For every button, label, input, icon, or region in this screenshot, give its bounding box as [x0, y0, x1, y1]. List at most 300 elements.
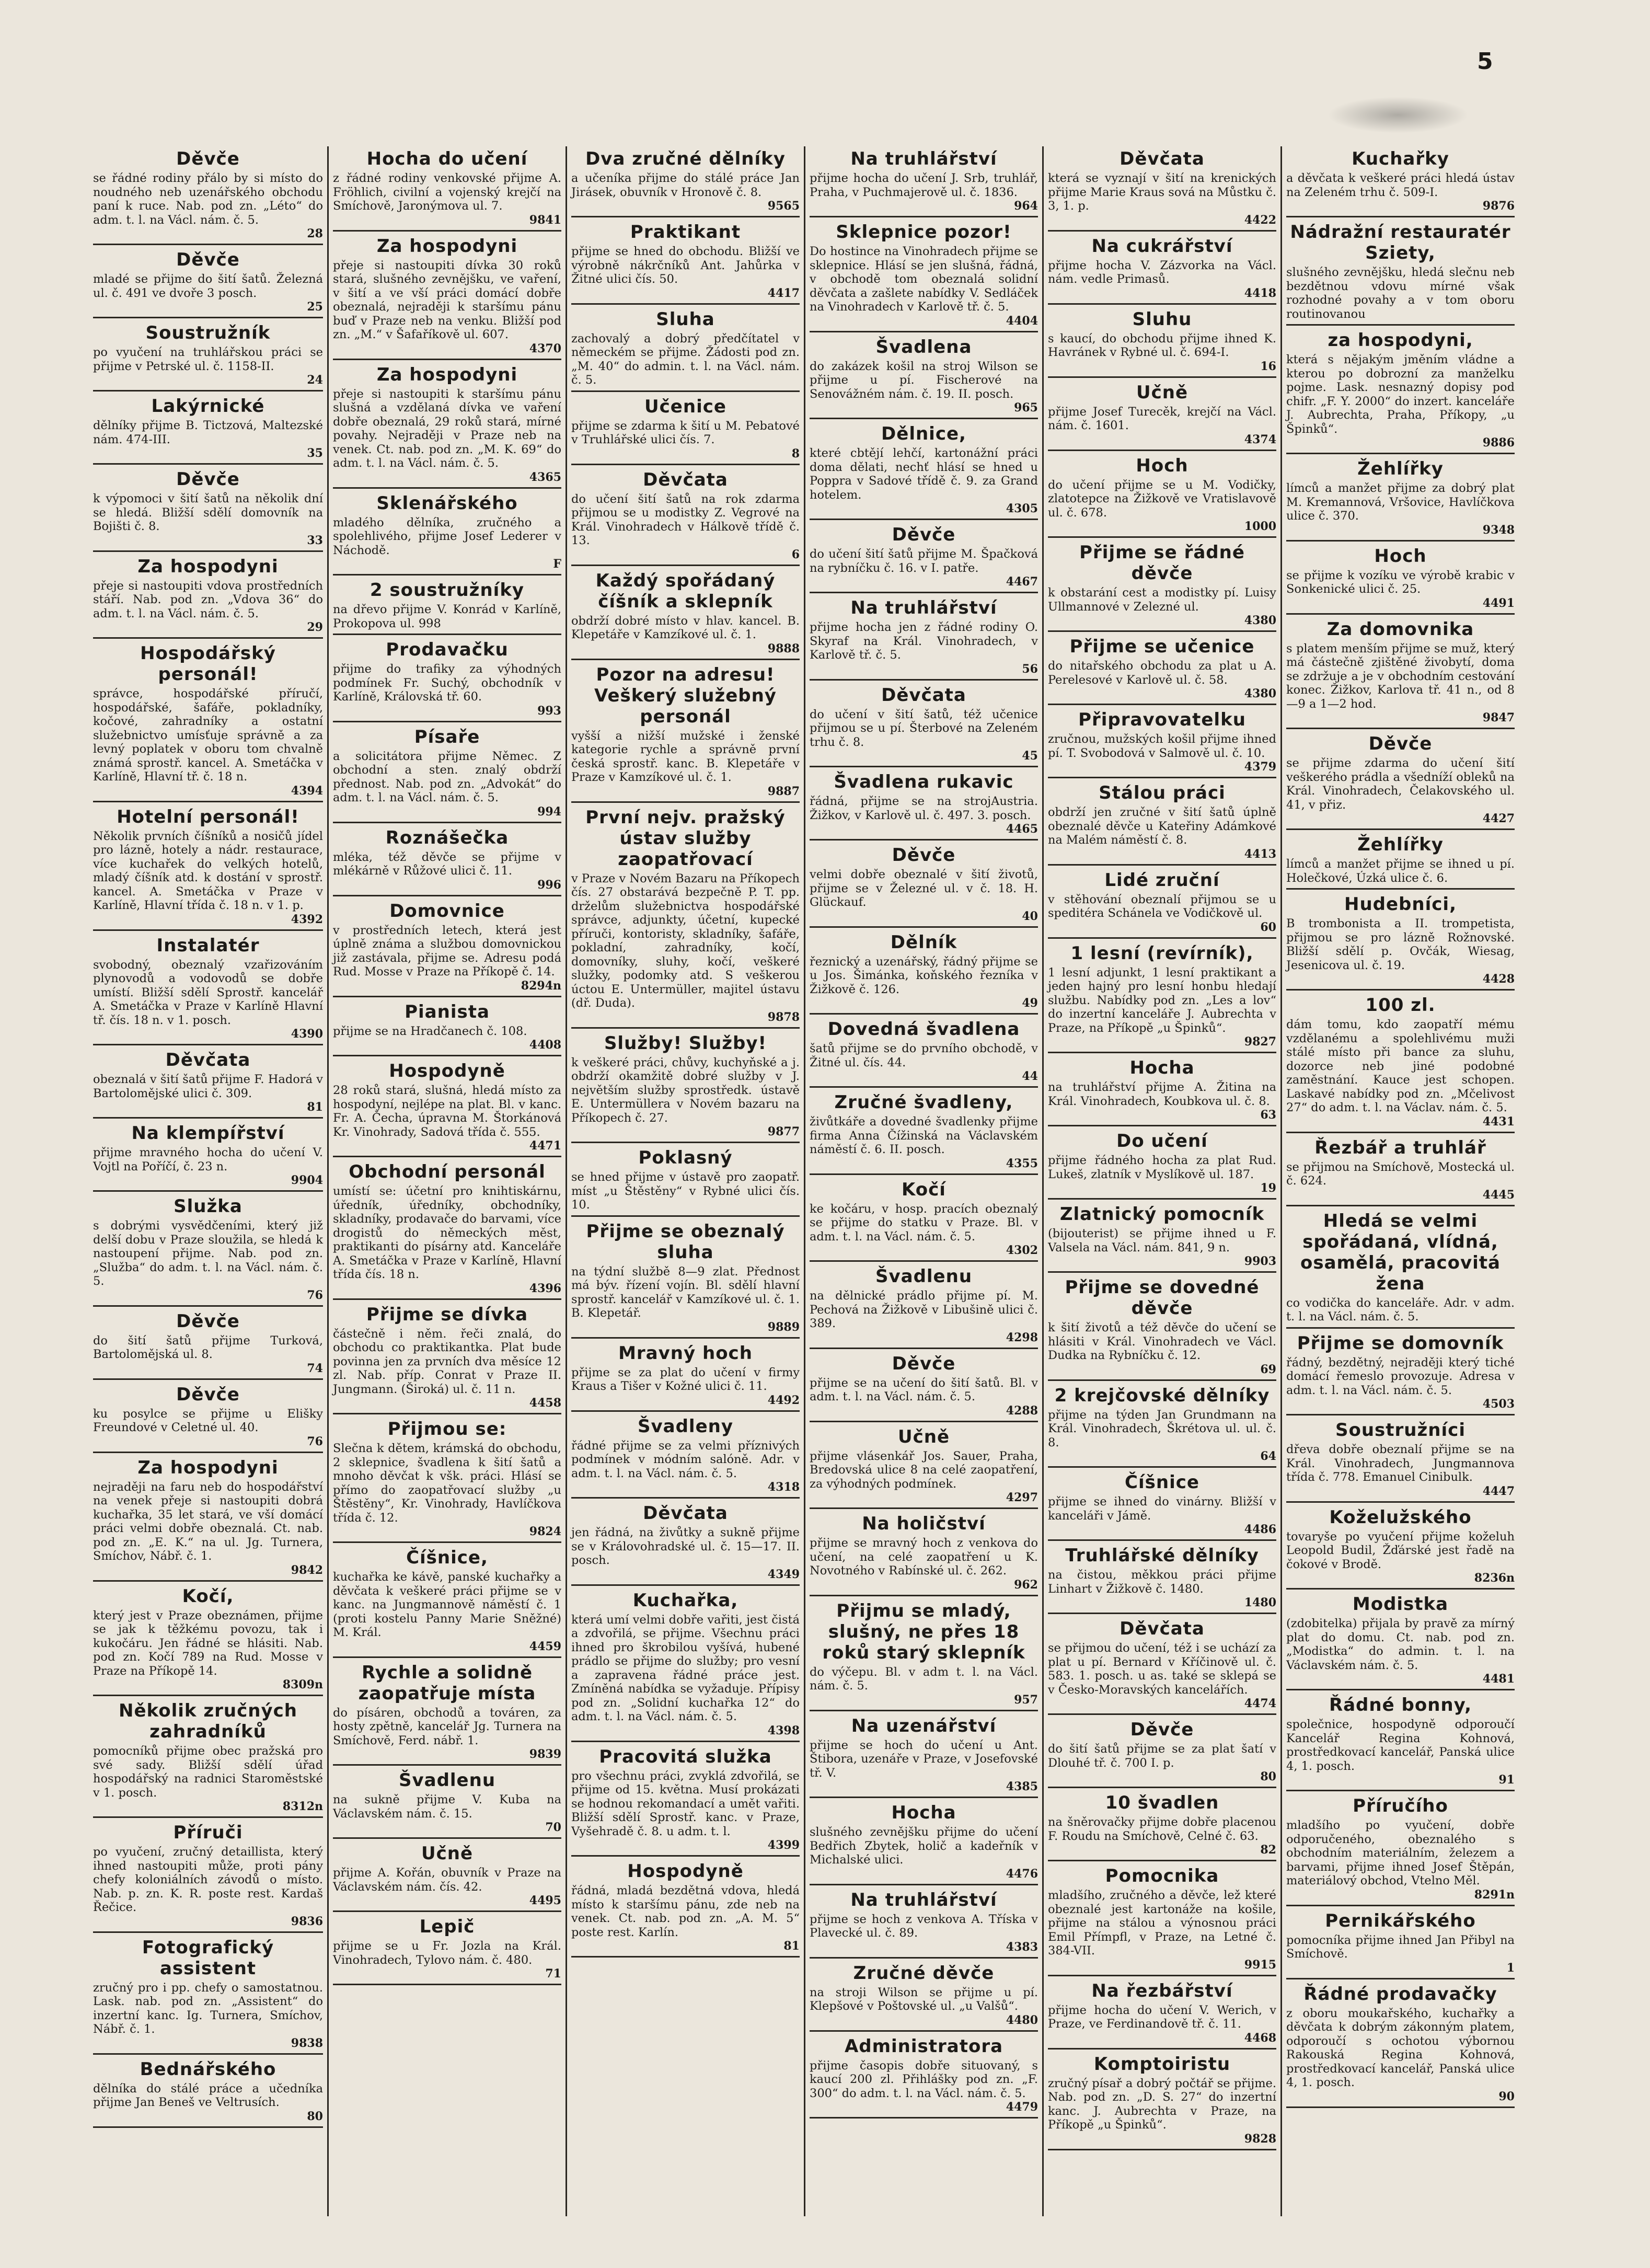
classified-ad — [810, 1351, 1038, 1422]
ad-text: zachovalý a dobrý předčítatel v německém se přijme. Žádosti pod zn. „M. 40“ do admin. t. l. na Václ. nám. č. 5. — [571, 331, 800, 387]
classified-ad — [333, 1768, 561, 1839]
classified-ad — [571, 1414, 800, 1499]
ad-heading: Přijme se dívka — [366, 1304, 528, 1325]
ad-text: v stěhování obeznalí přijmou se u speditéra Schánela ve Vodičkově ul. — [1048, 892, 1276, 920]
classified-ad — [1286, 993, 1515, 1133]
ad-heading: Písaře — [414, 726, 480, 747]
classified-ad — [93, 1194, 323, 1307]
ad-heading: Přijmou se: — [387, 1419, 507, 1440]
ad-text: přijme se hoch z venkova A. Tříska v Plavecké ul. č. 89. — [810, 1912, 1038, 1940]
classified-ad — [93, 554, 323, 639]
classified-ad — [333, 234, 561, 360]
ad-text: a učeníka přijme do stálé práce Jan Jirásek, obuvník v Hronově č. 8. — [571, 171, 800, 199]
ad-text: tovaryše po vyučení přijme koželuh Leopold Budil, Žďárské jest řadě na čokové v Brodě. — [1286, 1529, 1515, 1571]
ad-heading: Sklepnice pozor! — [836, 222, 1012, 243]
classified-ad — [333, 1660, 561, 1766]
ad-heading: Na truhlářství — [850, 148, 997, 169]
ad-heading: Příručího — [1353, 1795, 1448, 1816]
ad-text: dřeva dobře obeznalí přijme se na Král. Vinohradech, Jungmannova třída č. 778. Emanuel Cinibulk. — [1286, 1443, 1515, 1484]
classified-ad — [810, 1961, 1038, 2032]
classified-ad — [1286, 832, 1515, 890]
ad-text: která s nějakým jměním vládne a kterou po dobrozní za manželku pojme. Lask. nesnazný dopisy pod chifr. „F. Y. 2000“ do inzert. kanceláře J. Aubrechta, Praha, Příkopy, „u Špinků“. — [1286, 353, 1515, 436]
ad-number: 9878 — [767, 1010, 800, 1024]
ad-heading: Hocha — [891, 1802, 956, 1823]
ad-text: na šněrovačky přijme dobře placenou F. Roudu na Smíchově, Celné č. 63. — [1048, 1815, 1276, 1843]
ad-number: 8294n — [521, 978, 561, 993]
classified-ad — [333, 1058, 561, 1157]
classified-ad — [810, 1511, 1038, 1596]
ad-heading: Švadlena rukavic — [834, 772, 1014, 792]
classified-ad — [93, 1121, 323, 1192]
classified-ad — [93, 320, 323, 392]
ad-text: límců a manžet přijme se ihned u pí. Holečkové, Úzká ulice č. 6. — [1286, 857, 1515, 885]
ad-number: 996 — [537, 878, 561, 892]
ad-number: 4297 — [1006, 1491, 1038, 1504]
ad-number: 4492 — [767, 1393, 800, 1407]
classified-ad — [1048, 634, 1276, 705]
ad-heading: Koželužského — [1329, 1506, 1472, 1528]
ad-text: do učení šití šatů přijme M. Špačková na rybníčku č. 16. v I. patře. — [810, 547, 1038, 575]
ad-text: mladšího, zručného a děvče, lež které obeznalé jest kartonáže na košile, přijme na stálou a výnosnou práci Emil Přímpfl, v Praze, na Letné č. 384-VII. — [1048, 1889, 1276, 1958]
ad-text: 1 lesní adjunkt, 1 lesní praktikant a jeden hajný pro lesní honbu hledají službu. Nabídky pod zn. „Les a lov“ do inzertní kanceláře J. Aubrechta v Praze, na Příkopě „u Špinků“. — [1048, 965, 1276, 1035]
ad-text: s kaucí, do obchodu přijme ihned K. Havránek v Rybné ul. č. 694-I. — [1048, 331, 1276, 359]
ad-heading: Na truhlářství — [850, 597, 997, 618]
ad-number: 76 — [307, 1434, 323, 1448]
classified-ad — [1286, 1793, 1515, 1906]
ad-text: límců a manžet přijme za dobrý plat M. Kremannová, Vršovice, Havlíčkova ulice č. 370. — [1286, 481, 1515, 523]
ad-number: 9915 — [1244, 1958, 1276, 1972]
ad-number: 4481 — [1482, 1672, 1515, 1686]
ad-number: 4471 — [529, 1139, 561, 1153]
ad-heading: Děvčata — [643, 469, 728, 490]
ad-text: přeje si nastoupiti k staršímu pánu slušná a vzdělaná dívka ve vaření dobře obeznalá, 29 roků stará, mírné povahy. Nejraději v Praze neb na venek. Ct. nab. pod zn. „M. K. 69“ do adm. t. l. na Václ. nám. č. 5. — [333, 387, 561, 470]
ad-text: se přijmou do učení, též i se uchází za plat u pí. Bernard v Kříčinově ul. č. 583. 1. posch. u as. také se sklepá se v Česko-Moravských kancelářích. — [1048, 1641, 1276, 1697]
ad-number: 9839 — [529, 1747, 561, 1761]
classified-ad — [1048, 1863, 1276, 1976]
ad-text: zručný pro i pp. chefy o samostatnou. Lask. nab. pod zn. „Assistent“ do inzertní kanc. Ig. Turnera, Smíchov, Nábř. č. 1. — [93, 1981, 323, 2036]
ad-heading: Pozor na adresu! Veškerý služebný personál — [594, 664, 777, 727]
ad-text: Slečna k dětem, krámská do obchodu, 2 sklepnice, švadlena k šití šatů a mnoho děvčat k všk. práci. Hlásí se přímo do zaopatřovací služby „u Štěstěny“, Kr. Vinohrady, Havlíčkova třída č. 12. — [333, 1442, 561, 1525]
ad-text: na sukně přijme V. Kuba na Václavském nám. č. 15. — [333, 1793, 561, 1821]
classified-ad — [571, 1859, 800, 1958]
ad-heading: Lidé zruční — [1104, 869, 1220, 891]
ad-heading: Fotografický assistent — [142, 1937, 274, 1979]
ad-heading: Zručné švadleny, — [834, 1092, 1013, 1113]
ad-text: dělníka do stálé práce a učedníka přijme Jan Beneš ve Veltrusích. — [93, 2081, 323, 2109]
classified-ad — [1286, 328, 1515, 454]
ad-heading: Přijme se učenice — [1069, 636, 1255, 657]
ad-heading: Přijmu se mladý, slušný, ne přes 18 roků starý sklepník — [822, 1600, 1025, 1663]
classified-ad — [1048, 1383, 1276, 1468]
classified-ad — [1286, 1908, 1515, 1979]
ad-text: a děvčata k veškeré práci hledá ústav na Zeleném trhu č. 509-I. — [1286, 171, 1515, 199]
classified-ad — [810, 335, 1038, 420]
ad-heading: Dělnice, — [881, 423, 966, 444]
ad-text: vyšší a nižší mužské i ženské kategorie rychle a správně první česká sprostř. kanc. B. Klepetáře v Praze v Kamzíkové ul. č. 1. — [571, 729, 800, 784]
ad-number: 962 — [1014, 1578, 1038, 1592]
ad-heading: Děvčata — [643, 1503, 728, 1524]
ad-text: z řádné rodiny venkovské přijme A. Fröhlich, civilní a vojenský krejčí na Smíchově, Jaronýmova ul. 7. — [333, 171, 561, 213]
ad-text: s dobrými vysvědčeními, který již delší dobu v Praze sloužila, se hledá k nastoupení přijme. Nab. pod zn. „Služba“ do adm. t. l. na Václ. nám. č. 5. — [93, 1219, 323, 1288]
classified-ad — [810, 146, 1038, 217]
ad-text: mladé se přijme do šití šatů. Železná ul. č. 491 ve dvoře 3 posch. — [93, 272, 323, 300]
ad-number: 9565 — [767, 199, 800, 213]
ad-heading: Za hospodyni — [376, 364, 518, 385]
ad-heading: Děvče — [892, 1353, 956, 1374]
ad-number: 9836 — [291, 1914, 323, 1928]
ad-heading: Lakýrnické — [151, 396, 265, 417]
classified-ad — [1048, 307, 1276, 378]
ad-text: přijme časopis dobře situovaný, s kaucí 200 zl. Přihlášky pod zn. „F. 300“ do adm. t. l. na Václ. nám. č. 5. — [810, 2058, 1038, 2100]
classified-ad — [810, 1090, 1038, 1175]
ad-heading: Švadlenu — [875, 1266, 973, 1287]
ad-text: k obstarání cest a modistky pí. Luisy Ullmannové v Zelezné ul. — [1048, 586, 1276, 614]
ad-number: 4288 — [1006, 1403, 1038, 1418]
ad-heading: Děvče — [176, 1310, 240, 1332]
classified-ad — [93, 146, 323, 245]
ad-number: 9888 — [767, 641, 800, 655]
ad-number: 4390 — [291, 1027, 323, 1041]
classified-ad — [1286, 1505, 1515, 1590]
ad-number: 4394 — [291, 784, 323, 798]
ad-number: 49 — [1022, 996, 1038, 1010]
ad-number: 4379 — [1244, 760, 1276, 774]
ad-text: která se vyznají v šití na krenických přijme Marie Kraus sová na Můstku č. 3, 1. p. — [1048, 171, 1276, 213]
ad-number: 4302 — [1006, 1244, 1038, 1257]
classified-ad — [810, 1887, 1038, 1959]
ad-text: na týdní službě 8—9 zlat. Přednost má býv. řízení vojín. Bl. sdělí hlavní sprostř. kancelář v Kamzíkové ul. č. 1. B. Klepetář. — [571, 1264, 800, 1320]
ad-text: správce, hospodářské příručí, hospodářské, šafáře, pokladníky, kočové, zahradníky a ostatní služebnictvo umísťuje správně a za levný poplatek v oboru tom chvalně známá sprostř. kancel. A. Smetáčka v Karlíně, Hlavní tř. č. 18 n. — [93, 687, 323, 784]
ad-heading: Zručné děvče — [853, 1962, 995, 1984]
ad-number: 81 — [307, 1100, 323, 1114]
ad-text: svobodný, obeznalý vzařizováním plynovodů a vodovodů se dobře umístí. Bližší sdělí Sprostř. kancelář A. Smetáčka v Praze v Karlíně Hlavní tř. čís. 18 n. v 1. posch. — [93, 958, 323, 1027]
ad-number: 4479 — [1006, 2100, 1038, 2114]
ad-heading: Soustružník — [145, 323, 271, 343]
ad-number: 4427 — [1482, 812, 1515, 825]
classified-ad — [571, 1145, 800, 1217]
ad-heading: Děvče — [176, 249, 240, 270]
ad-number: 91 — [1498, 1773, 1515, 1787]
classified-ad — [571, 1031, 800, 1144]
ad-heading: Hospodyně — [389, 1061, 505, 1081]
classified-ad — [571, 307, 800, 392]
ad-number: 9838 — [291, 2036, 323, 2050]
ad-text: do učení šití šatů na rok zdarma přijmou se u modistky Z. Vegrové na Král. Vinohradech v Hálkově třídě č. 13. — [571, 492, 800, 547]
classified-ad — [333, 362, 561, 489]
classified-ad — [571, 1501, 800, 1586]
classified-ad — [810, 683, 1038, 768]
ad-number: 4380 — [1244, 687, 1276, 700]
ad-text: k veškeré práci, chůvy, kuchyňské a j. obdrží okamžitě dobré služby v J. největším služby sprostředk. ústavě E. Untermüllera v Novém bazaru na Příkopech č. 27. — [571, 1055, 800, 1125]
classified-ad — [333, 1417, 561, 1543]
classified-ad — [571, 146, 800, 217]
ad-text: k šití životů a též děvče do učení se hlásiti v Král. Vinohradech ve Václ. Dudka na Rybníčku č. 12. — [1048, 1321, 1276, 1362]
classified-ad — [93, 1309, 323, 1380]
ad-number: 9889 — [767, 1320, 800, 1334]
classified-ad — [1286, 1208, 1515, 1329]
classified-ad — [1286, 1592, 1515, 1690]
ad-number: 4417 — [767, 286, 800, 300]
ad-number: 4480 — [1006, 2013, 1038, 2027]
ad-number: 9842 — [291, 1563, 323, 1577]
ad-number: 74 — [307, 1361, 323, 1375]
ad-number: 8312n — [282, 1800, 323, 1813]
ad-heading: Hocha do učení — [366, 148, 528, 169]
classified-ad — [1048, 1978, 1276, 2050]
ad-text: na dělnické prádlo přijme pí. M. Pechová na Žižkově v Libušině ulici č. 389. — [810, 1289, 1038, 1330]
ad-heading: Komptoiristu — [1093, 2053, 1231, 2075]
ad-heading: Prodavačku — [386, 639, 509, 660]
classified-ad — [93, 1382, 323, 1453]
ad-number: 4474 — [1244, 1697, 1276, 1710]
ad-text: ku posylce se přijme u Elišky Freundové v Celetné ul. 40. — [93, 1407, 323, 1434]
ad-heading: Rychle a solidně zaopatřuje místa — [358, 1662, 536, 1704]
ad-heading: za hospodyni, — [1328, 330, 1473, 351]
ad-text: po vyučení, zručný detaillista, který ihned nastoupiti může, proti pány chefy koloniálních závodů o místo. Nab. p. zn. K. R. poste rest. Kardaš Řečice. — [93, 1845, 323, 1914]
ad-text: přijme vlásenkář Jos. Sauer, Praha, Bredovská ulice 8 na celé zaopatření, za výhodných podmínek. — [810, 1449, 1038, 1491]
classified-ad — [810, 1598, 1038, 1711]
page-number: 5 — [1477, 48, 1493, 75]
ad-heading: Služka — [174, 1196, 243, 1217]
ad-heading: Nádražní restauratér Sziety, — [1290, 222, 1511, 263]
ad-heading: Kuchařka, — [632, 1590, 739, 1611]
ad-heading: Řádné prodavačky — [1303, 1983, 1497, 2005]
ad-heading: Hledá se velmi spořádaná, vlídná, osamělá, pracovitá žena — [1300, 1210, 1501, 1294]
ad-number: 76 — [307, 1288, 323, 1302]
ad-text: přijme se ihned do vinárny. Bližší v kanceláři v Jámě. — [1048, 1495, 1276, 1523]
ad-heading: Na řezbářství — [1091, 1980, 1233, 2001]
ad-number: 8291n — [1474, 1887, 1515, 1902]
ad-heading: Řezbář a truhlář — [1314, 1137, 1486, 1158]
classified-ad — [93, 394, 323, 465]
classified-ad — [1048, 1275, 1276, 1381]
ad-heading: Za hospodyni — [137, 1457, 279, 1478]
classified-ad — [1048, 453, 1276, 538]
ad-number: 4383 — [1006, 1940, 1038, 1954]
ad-text: (bijouterist) se přijme ihned u F. Valsela na Václ. nám. 841, 9 n. — [1048, 1227, 1276, 1254]
ad-number: 35 — [307, 446, 323, 460]
ad-heading: Bednářského — [140, 2058, 276, 2080]
classified-ad — [571, 467, 800, 566]
ad-heading: Švadleny — [637, 1415, 733, 1437]
ad-number: 28 — [307, 227, 323, 240]
ad-heading: Učně — [897, 1426, 950, 1447]
ad-text: přijme do trafiky za výhodných podmínek Fr. Suchý, obchodník v Karlíně, Královská tř. 60. — [333, 662, 561, 704]
ad-heading: Mravný hoch — [618, 1342, 753, 1364]
ad-number: 4398 — [767, 1723, 800, 1737]
column-4 — [804, 146, 1042, 2216]
ad-text: živůtkáře a dovedné švadlenky přijme firma Anna Čížinská na Václavském náměstí č. 6. II. posch. — [810, 1115, 1038, 1156]
classified-ad — [93, 467, 323, 552]
ad-number: 64 — [1260, 1449, 1276, 1463]
ad-text: přijme se hoch do učení u Ant. Štibora, uzenáře v Praze, v Josefovské tř. V. — [810, 1738, 1038, 1780]
classified-ad — [810, 595, 1038, 681]
classified-ad — [810, 1800, 1038, 1885]
ad-text: s platem menším přijme se muž, který má částečně zjištěné živobytí, doma se zdržuje a je v obchodním cestování konec. Žižkov, Karlova tř. 41 n., od 8—9 a 1—2 hod. — [1286, 641, 1515, 711]
classified-ad — [810, 843, 1038, 928]
ad-heading: 2 krejčovské dělníky — [1054, 1385, 1270, 1406]
ad-number: 80 — [1260, 1770, 1276, 1783]
ad-number: 957 — [1014, 1693, 1038, 1707]
classified-ad — [93, 1698, 323, 1818]
classified-ad — [333, 825, 561, 896]
classified-ad — [571, 568, 800, 660]
classified-ad — [333, 578, 561, 635]
ad-number: 4374 — [1244, 432, 1276, 446]
ad-number: 44 — [1022, 1069, 1038, 1083]
ad-heading: Přijme se dovedné děvče — [1065, 1277, 1260, 1319]
classified-ad — [1286, 892, 1515, 991]
ad-number: 45 — [1022, 749, 1038, 763]
classified-ad — [333, 146, 561, 232]
ad-number: 4396 — [529, 1281, 561, 1295]
ad-text: mladého dělníka, zručného a spolehlivého, přijme Josef Lederer v Náchodě. — [333, 515, 561, 557]
classified-ad — [1048, 540, 1276, 632]
column-6 — [1280, 146, 1519, 2216]
classified-ad — [1048, 1470, 1276, 1541]
ad-number: 33 — [307, 533, 323, 547]
ad-number: 994 — [537, 804, 561, 819]
ad-text: na dřevo přijme V. Konrád v Karlíně, Prokopova ul. 998 — [333, 603, 561, 630]
ad-heading: Truhlářské dělníky — [1065, 1545, 1259, 1566]
ad-text: v Praze v Novém Bazaru na Příkopech čís. 27 obstarává bezpečně P. T. pp. drželům služebnictva hospodářské správce, adjunkty, účetní, kupecké příruči, kontoristy, skladníky, šafáře, pokladní, zahradníky, kočí, domovníky, sluhy, kočí, veškeré služky, podomky atd. S veškerou úctou E. Untermüller, majitel ústavu (dř. Duda). — [571, 871, 800, 1010]
classified-ad — [810, 522, 1038, 593]
ad-heading: Na holičství — [862, 1513, 986, 1534]
ad-number: 69 — [1260, 1362, 1276, 1376]
ad-heading: Administratora — [844, 2035, 1003, 2057]
ad-text: šatů přijme se do prvního obchodě, v Žitné ul. čís. 44. — [810, 1042, 1038, 1069]
ad-text: společnice, hospodyně odporoučí Kancelář Regina Kohnová, prostředkovací kancelář, Panská ulice 4, 1. posch. — [1286, 1718, 1515, 1773]
ad-number: 4459 — [529, 1639, 561, 1653]
ad-heading: Hospodyně — [627, 1861, 744, 1882]
column-1 — [89, 146, 327, 2216]
classified-ad — [333, 1545, 561, 1658]
ad-text: přijme se hned do obchodu. Bližší ve výrobně nákrčníků Ant. Jahůrka v Žitné ulici čís. 50. — [571, 245, 800, 286]
classified-ad — [1048, 1129, 1276, 1200]
ad-heading: První nejv. pražský ústav služby zaopatřovací — [585, 807, 786, 870]
ad-heading: Na cukrářství — [1091, 235, 1233, 257]
ad-text: po vyučení na truhlářskou práci se přijme v Petrské ul. č. 1158-II. — [93, 346, 323, 373]
classified-ad — [333, 999, 561, 1057]
ad-number: 16 — [1260, 359, 1276, 373]
classified-ad — [333, 1841, 561, 1912]
ad-text: do zakázek košil na stroj Wilson se přijme u pí. Fischerové na Senovážném nám. č. 19. II. posch. — [810, 359, 1038, 401]
ad-number: 9887 — [767, 784, 800, 798]
ad-number: 9841 — [529, 213, 561, 227]
ad-text: pomocníků přijme obec pražská pro své sady. Bližší sdělí úřad hospodářský na radnici Staroměstské v 1. posch. — [93, 1744, 323, 1800]
ad-heading: Učenice — [644, 396, 726, 417]
classified-ad — [810, 1713, 1038, 1799]
ad-heading: Soustružníci — [1335, 1420, 1466, 1441]
ad-heading: Kočí, — [182, 1585, 234, 1607]
ad-text: přeje si nastoupiti vdova prostředních stáří. Nab. pod zn. „Vdova 36“ do adm. t. l. na Václ. nám. č. 5. — [93, 579, 323, 620]
ad-heading: Děvčata — [1120, 1618, 1205, 1639]
ad-heading: Sluhu — [1132, 308, 1192, 330]
ad-heading: Pracovitá služka — [599, 1746, 772, 1767]
ad-heading: Dělník — [890, 931, 957, 953]
ad-number: 4431 — [1482, 1114, 1515, 1129]
ad-heading: Hudebníci, — [1344, 894, 1457, 915]
ad-heading: Děvče — [176, 1384, 240, 1405]
ad-text: se přijme k vozíku ve výrobě krabic v Sonkenické ulici č. 25. — [1286, 568, 1515, 596]
ad-heading: Děvče — [892, 845, 956, 866]
ad-text: z oboru moukařského, kuchařky a děvčata k dobrým zákonným platem, odporoučí s ochotou výbornou Rakouská Regina Kohnová, prostředkovací kancelář, Panská ulice 4, 1. posch. — [1286, 2006, 1515, 2089]
ad-text: do učení v šití šatů, též učenice přijmou se u pí. Šterbové na Zeleném trhu č. 8. — [810, 707, 1038, 749]
ad-text: řádné přijme se za velmi příznivých podmínek v módním salóně. Adr. v adm. t. l. na Václ. nám. č. 5. — [571, 1438, 800, 1480]
ad-heading: Domovnice — [389, 900, 505, 922]
ad-text: které cbtějí lehčí, kartonážní práci doma dělati, nechť hlásí se hned u Poppra v Sadové třídě č. 9. za Grand hotelem. — [810, 446, 1038, 502]
classified-ad — [1286, 1982, 1515, 2108]
ad-number: 4380 — [1244, 614, 1276, 627]
classified-ad — [1048, 1616, 1276, 1715]
ad-number: 70 — [545, 1821, 561, 1834]
ad-number: 964 — [1014, 199, 1038, 213]
ad-text: přijme mravného hocha do učení V. Vojtl na Poříčí, č. 23 n. — [93, 1146, 323, 1173]
ad-text: přijme se za plat do učení v firmy Kraus a Tišer v Kožné ulici č. 11. — [571, 1365, 800, 1393]
classified-ad — [1048, 941, 1276, 1054]
ad-number: 965 — [1014, 401, 1038, 415]
ad-text: přijme na týden Jan Grundmann na Král. Vinohradech, Škrétova ul. ul. č. 8. — [1048, 1408, 1276, 1449]
ad-heading: Modistka — [1352, 1594, 1449, 1615]
ad-heading: Sklenářského — [376, 492, 518, 514]
ad-text: nejraději na faru neb do hospodářství na venek přeje si nastoupiti dobrá kuchařka, 35 let stará, ve vší domácí práci velmi dobře obeznalá. Ct. nab. pod zn. „E. K.“ na ul. Jg. Turnera, Smíchov, Nábř. č. 1. — [93, 1480, 323, 1563]
classified-ad — [1286, 1693, 1515, 1791]
ad-text: se řádné rodiny přálo by si místo do noudného neb uzenářského obchodu paní k ruce. Nab. pod zn. „Léto“ do adm. t. l. na Václ. nám. č. 5. — [93, 171, 323, 227]
ad-text: zručný písař a dobrý počtář se přijme. Nab. pod zn. „D. S. 27“ do inzertní kanc. J. Aubrechta v Praze, na Příkopě „u Špinků“. — [1048, 2076, 1276, 2132]
ad-text: která umí velmi dobře vařiti, jest čistá a zdvořilá, se přijme. Všechnu práci ihned pro škrobilou vyšívá, hubené prádlo se přijme do služby; pro vesní a zapravena řádné práce jest. Zmíněná nabídka se vyžaduje. Přípisy pod zn. „Solidní kuchařka 12“ do adm. t. l. na Václ. nám. č. 5. — [571, 1613, 800, 1723]
ad-number: 60 — [1260, 920, 1276, 934]
ad-number: 9904 — [291, 1173, 323, 1187]
ad-text: řádná, mladá bezdětná vdova, hledá místo k staršímu pánu, zde neb na venek. Ct. nab. pod zn. „A. M. 5“ poste rest. Karlín. — [571, 1884, 800, 1939]
ad-number: 4365 — [529, 470, 561, 484]
classified-ad — [1286, 220, 1515, 326]
ad-text: přijme se na Hradčanech č. 108. — [333, 1024, 527, 1038]
ad-number: 4418 — [1244, 286, 1276, 300]
ad-heading: Sluha — [656, 308, 715, 330]
ad-text: přijme A. Kořán, obuvník v Praze na Václavském nám. čís. 42. — [333, 1866, 561, 1894]
ad-number: F — [553, 557, 561, 571]
ad-heading: Děvče — [176, 148, 240, 169]
ad-heading: Instalatér — [156, 935, 260, 956]
classified-ad — [93, 933, 323, 1046]
ad-heading: Kuchařky — [1352, 148, 1449, 169]
ad-number: 4399 — [767, 1838, 800, 1852]
classified-ad — [571, 220, 800, 305]
ad-number: 4404 — [1006, 314, 1038, 328]
ad-text: na čistou, měkkou práci přijme Linhart v Žižkově č. 1480. — [1048, 1568, 1276, 1596]
ad-number: 6 — [791, 547, 800, 561]
ad-text: Do hostince na Vinohradech přijme se sklepnice. Hlásí se jen slušná, řádná, v obchodě tom obeznalá solidní děvčata a zašlete nabídky V. Sedláček na Vinohradech v Karlově tř. č. 5. — [810, 245, 1038, 314]
ad-heading: 100 zl. — [1365, 995, 1436, 1016]
ad-heading: Pianista — [405, 1001, 490, 1022]
ad-number: 9847 — [1482, 711, 1515, 724]
ad-number: 56 — [1022, 662, 1038, 676]
ad-heading: Hoch — [1374, 545, 1427, 567]
ad-heading: Na klempířství — [131, 1123, 285, 1144]
classified-ad — [333, 1159, 561, 1300]
classified-ad — [571, 805, 800, 1029]
classified-ad — [810, 220, 1038, 332]
ad-text: jen řádná, na živůtky a sukně přijme se v Královohradské ul. č. 15—17. II. posch. — [571, 1526, 800, 1567]
ad-heading: Hocha — [1129, 1057, 1195, 1078]
ad-heading: Přijme se řádné děvče — [1079, 542, 1245, 584]
ad-heading: Za hospodyni — [137, 556, 279, 577]
ad-text: velmi dobře obeznalé v šití životů, přijme se v Železné ul. v č. 18. H. Glückauf. — [810, 868, 1038, 909]
ad-heading: Stálou práci — [1099, 782, 1226, 803]
ad-number: 4349 — [767, 1567, 800, 1581]
ad-heading: Dva zručné dělníky — [585, 148, 786, 169]
ad-text: se přijme zdarma do učení šití veškerého prádla a všedníží obleků na Král. Vinohradech, Čelakovského ul. 41, v přiz. — [1286, 756, 1515, 812]
